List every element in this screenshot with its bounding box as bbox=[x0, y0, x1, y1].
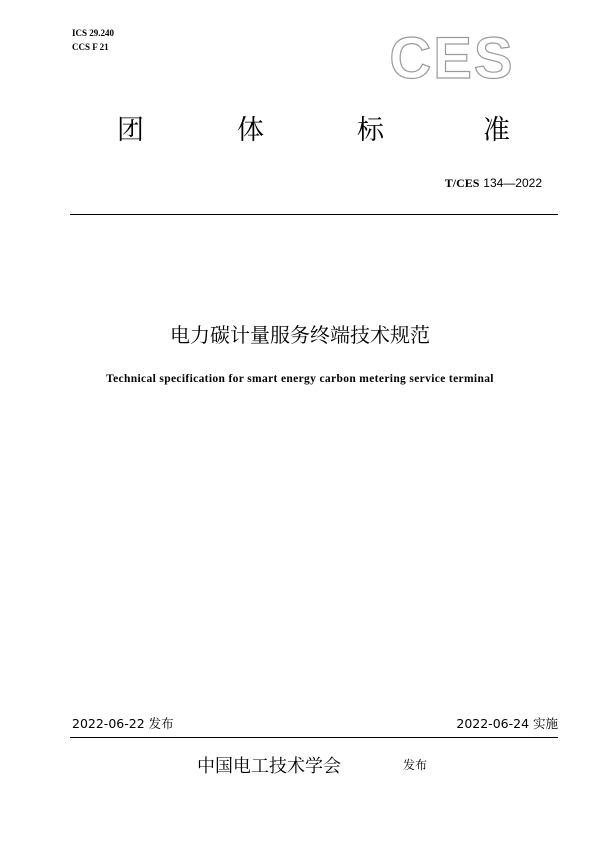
implementation-date: 2022-06-24 实施 bbox=[456, 716, 558, 731]
standard-number bbox=[445, 176, 542, 191]
standard-type-char: 标 bbox=[357, 115, 384, 146]
standard-type-char: 准 bbox=[483, 115, 510, 146]
standard-number-value: 134—2022 bbox=[483, 176, 542, 190]
standard-type-char: 团 bbox=[117, 115, 144, 146]
title-english: Technical specification for smart energy carbon metering service terminal bbox=[106, 373, 494, 385]
standard-number-prefix: T/CES bbox=[444, 176, 480, 190]
issue-date: 2022-06-22 发布 bbox=[72, 716, 174, 731]
ces-logo bbox=[385, 28, 520, 84]
standard-type-char: 体 bbox=[237, 115, 264, 146]
publisher-suffix: 发布 bbox=[403, 758, 428, 772]
title-chinese: 电力碳计量服务终端技术规范 bbox=[170, 323, 430, 347]
ics-code: ICS 29.240 bbox=[72, 28, 115, 38]
top-divider bbox=[70, 214, 558, 215]
standard-type bbox=[0, 108, 600, 144]
bottom-divider bbox=[70, 737, 558, 738]
ccs-code: CCS F 21 bbox=[72, 42, 109, 52]
ces-logo-text: CES bbox=[389, 28, 515, 84]
publisher-name: 中国电工技术学会 bbox=[197, 756, 341, 777]
classification-codes bbox=[72, 26, 114, 54]
